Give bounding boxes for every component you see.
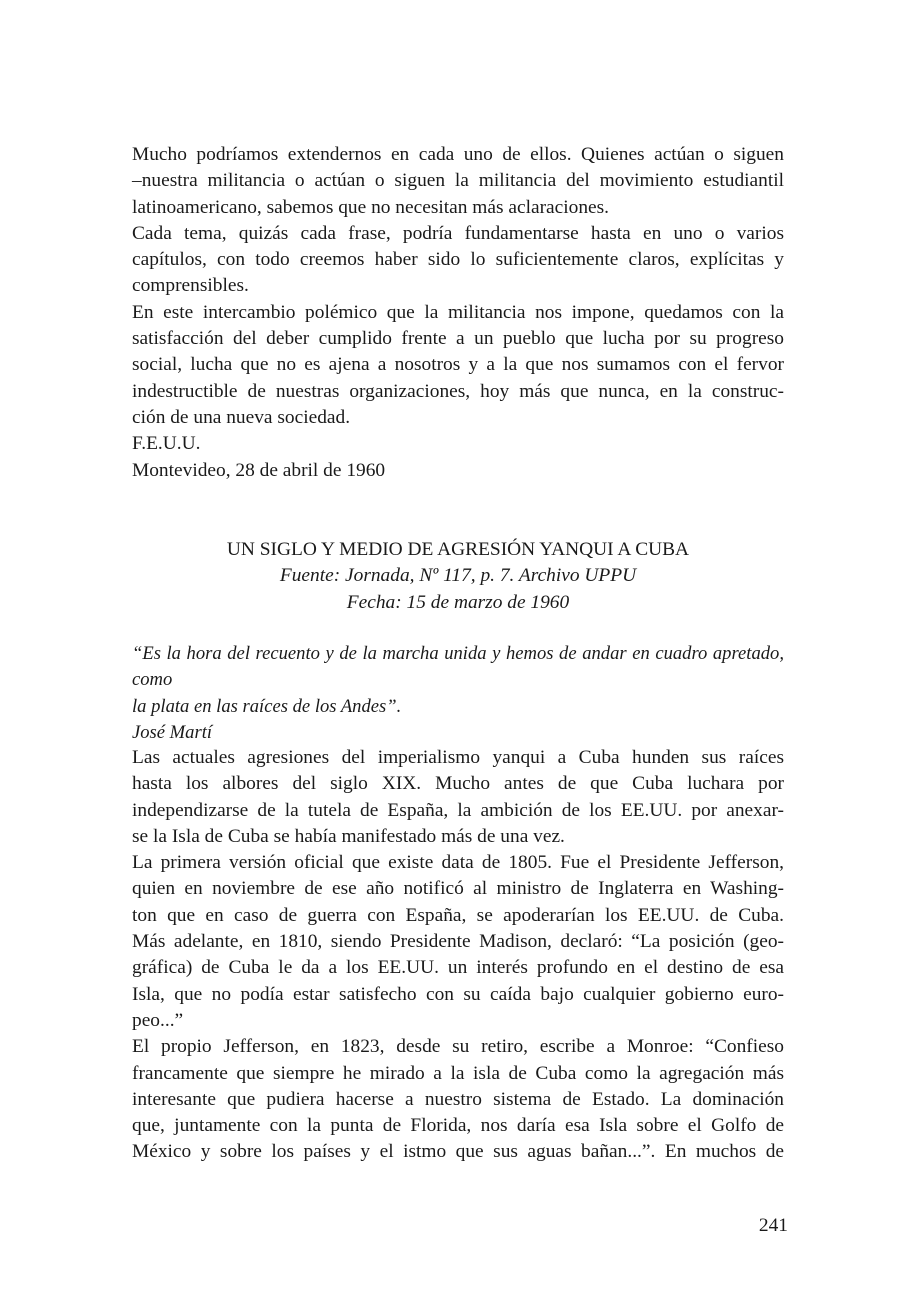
body-paragraph-3: El propio Jefferson, en 1823, desde su retiro, escribe a Monroe: “Confieso francamente que siempre he mirado a la isla de Cuba como la agregación más interesante que pudiera hacerse a nuestro sistema de Estado. La dominación que, juntamente con la punta de Florida, nos daría esa Isla sobre el Golfo de México y sobre los países y el istmo que sus aguas bañan...”. En muchos de bbox=[132, 1036, 784, 1163]
signature: F.E.U.U. bbox=[132, 433, 201, 455]
article-heading bbox=[132, 537, 784, 616]
paragraph-3: En este intercambio polémico que la militancia nos impone, quedamos con la satisfacción del deber cumplido frente a un pueblo que lucha por su progreso social, lucha que no es ajena a nosotros y a la que nos sumamos con el fervor indestructible de nuestras organizaciones, hoy más que nunca, en la construc- ción de una nueva sociedad. bbox=[132, 301, 784, 428]
body-paragraph-1: Las actuales agresiones del imperialismo yanqui a Cuba hunden sus raíces hasta los albores del siglo XIX. Mucho antes de que Cuba luchara por independizarse de la tutela de España, la ambición de los EE.UU. por anexar- se la Isla de Cuba se había manifestado más de una vez. bbox=[132, 747, 784, 847]
article-date: Fecha: 15 de marzo de 1960 bbox=[346, 591, 570, 613]
paragraph-2: Cada tema, quizás cada frase, podría fundamentarse hasta en uno o varios capítulos, con todo creemos haber sido lo suficientemente claros, explícitas y comprensibles. bbox=[132, 222, 784, 297]
epigraph bbox=[132, 641, 784, 746]
article-source: Fuente: Jornada, Nº 117, p. 7. Archivo UPPU bbox=[279, 565, 637, 587]
epigraph-author: José Martí bbox=[132, 721, 213, 743]
page-number: 241 bbox=[758, 1215, 788, 1236]
epigraph-line-1: “Es la hora del recuento y de la marcha unida y hemos de andar en cuadro apretado, como bbox=[132, 643, 784, 691]
body-paragraph-2: La primera versión oficial que existe data de 1805. Fue el Presidente Jefferson, quien en noviembre de ese año notificó al ministro de Inglaterra en Washing- ton que en caso de guerra con España, se apoderarían los EE.UU. de Cuba. Más adelante, en 1810, siendo Presidente Madison, declaró: “La posición (geo- gráfica) de Cuba le da a los EE.UU. un interés profundo en el destino de esa Isla, que no podía estar satisfecho con su caída bajo cualquier gobierno euro- peo...” bbox=[132, 852, 784, 1031]
article-body bbox=[132, 745, 784, 1166]
date-line: Montevideo, 28 de abril de 1960 bbox=[132, 459, 386, 481]
epigraph-line-2: la plata en las raíces de los Andes”. bbox=[132, 695, 402, 717]
paragraph-1: Mucho podríamos extendernos en cada uno de ellos. Quienes actúan o siguen –nuestra militancia o actúan o siguen la militancia del movimiento estudiantil latinoamericano, sabemos que no necesitan más aclaraciones. bbox=[132, 144, 784, 218]
top-section bbox=[132, 142, 784, 484]
article-title: UN SIGLO Y MEDIO DE AGRESIÓN YANQUI A CUBA bbox=[226, 539, 690, 560]
